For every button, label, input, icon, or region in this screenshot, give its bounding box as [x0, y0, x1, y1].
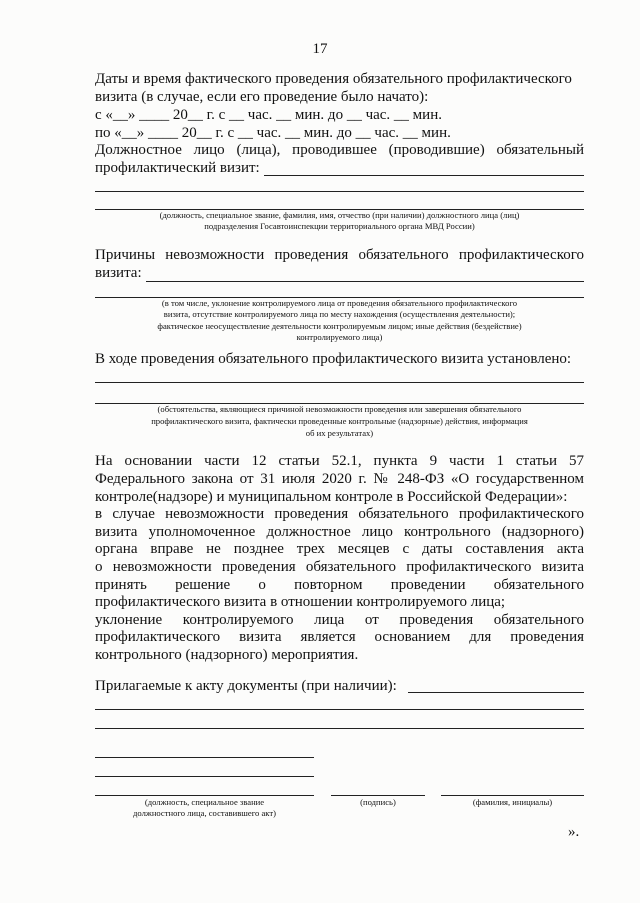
legal-line-11: профилактического визита является основанием для проведения: [95, 629, 584, 645]
legal-line-9: профилактического визита в отношении контролируемого лица;: [95, 594, 506, 610]
officials-fill-line-2: [95, 191, 584, 192]
legal-line-2: Федерального закона от 31 июля 2020 г. № 248-ФЗ «О государственном: [95, 471, 584, 487]
impossibility-label-cont: визита:: [95, 265, 142, 281]
impossibility-label: Причины невозможности проведения обязательного профилактического: [95, 247, 584, 263]
impossibility-caption-2: визита, отсутствие контролируемого лица по месту нахождения (осуществления деятельности);: [163, 309, 516, 319]
visit-dates-heading-cont: визита (в случае, если его проведение было начато):: [95, 89, 429, 105]
visit-to-line: по «__» ____ 20__ г. с __ час. __ мин. до __ час. __ мин.: [95, 125, 451, 141]
visit-dates-heading: Даты и время фактического проведения обязательного профилактического: [95, 71, 572, 87]
legal-line-12: контрольного (надзорного) мероприятия.: [95, 647, 359, 663]
signature-fill-line: [331, 795, 425, 796]
established-caption-2: профилактического визита, фактически проведенные контрольные (надзорные) действия, информация: [151, 416, 528, 426]
closing-mark: ».: [568, 824, 580, 840]
officials-caption-1: (должность, специальное звание, фамилия, имя, отчество (при наличии) должностного лица (лиц): [159, 210, 520, 220]
position-fill-line-2: [95, 776, 314, 777]
position-caption-1: (должность, специальное звание: [144, 797, 265, 807]
visit-from-line: с «__» ____ 20__ г. с __ час. __ мин. до __ час. __ мин.: [95, 107, 442, 123]
name-fill-line: [441, 795, 584, 796]
legal-line-5: визита уполномоченное должностное лицо контрольного (надзорного): [95, 524, 584, 540]
signature-caption: (подпись): [360, 797, 396, 807]
legal-line-3: контроле(надзоре) и муниципальном контроле в Российской Федерации»:: [95, 489, 568, 505]
established-caption-1: (обстоятельства, являющиеся причиной невозможности проведения или завершения обязательного: [157, 404, 522, 414]
impossibility-fill-line-1: [146, 281, 584, 282]
position-caption-2: должностного лица, составившего акт): [133, 808, 276, 818]
page-number: 17: [312, 41, 328, 57]
established-fill-line-1: [95, 382, 584, 383]
attachments-fill-line-2: [95, 709, 584, 710]
impossibility-caption-4: контролируемого лица): [296, 332, 383, 342]
impossibility-caption-3: фактическое неосуществление деятельности контролируемым лицом; иные действия (бездействие): [157, 321, 522, 331]
name-caption: (фамилия, инициалы): [472, 797, 553, 807]
position-fill-line-1: [95, 757, 314, 758]
legal-line-4: в случае невозможности проведения обязательного профилактического: [95, 506, 584, 522]
legal-line-6: органа вправе не позднее трех месяцев с даты составления акта: [95, 541, 584, 557]
established-caption-3: об их результатах): [305, 428, 374, 438]
attachments-fill-line-1: [408, 692, 584, 693]
established-label: В ходе проведения обязательного профилактического визита установлено:: [95, 351, 572, 367]
officials-label: Должностное лицо (лица), проводившее (проводившие) обязательный: [95, 142, 584, 158]
officials-label-cont: профилактический визит:: [95, 160, 260, 176]
attachments-fill-line-3: [95, 728, 584, 729]
officials-fill-line-1: [264, 175, 584, 176]
legal-line-7: о невозможности проведения обязательного профилактического визита: [95, 559, 584, 575]
legal-line-1: На основании части 12 статьи 52.1, пункта 9 части 1 статьи 57: [95, 453, 584, 469]
legal-line-10: уклонение контролируемого лица от проведения обязательного: [95, 612, 584, 628]
attachments-label: Прилагаемые к акту документы (при наличии):: [95, 678, 397, 694]
officials-caption-2: подразделения Госавтоинспекции территориального органа МВД России): [204, 221, 475, 231]
legal-line-8: принять решение о повторном проведении обязательного: [95, 577, 584, 593]
impossibility-caption-1: (в том числе, уклонение контролируемого лица от проведения обязательного профилактического: [161, 298, 518, 308]
position-fill-line-3: [95, 795, 314, 796]
